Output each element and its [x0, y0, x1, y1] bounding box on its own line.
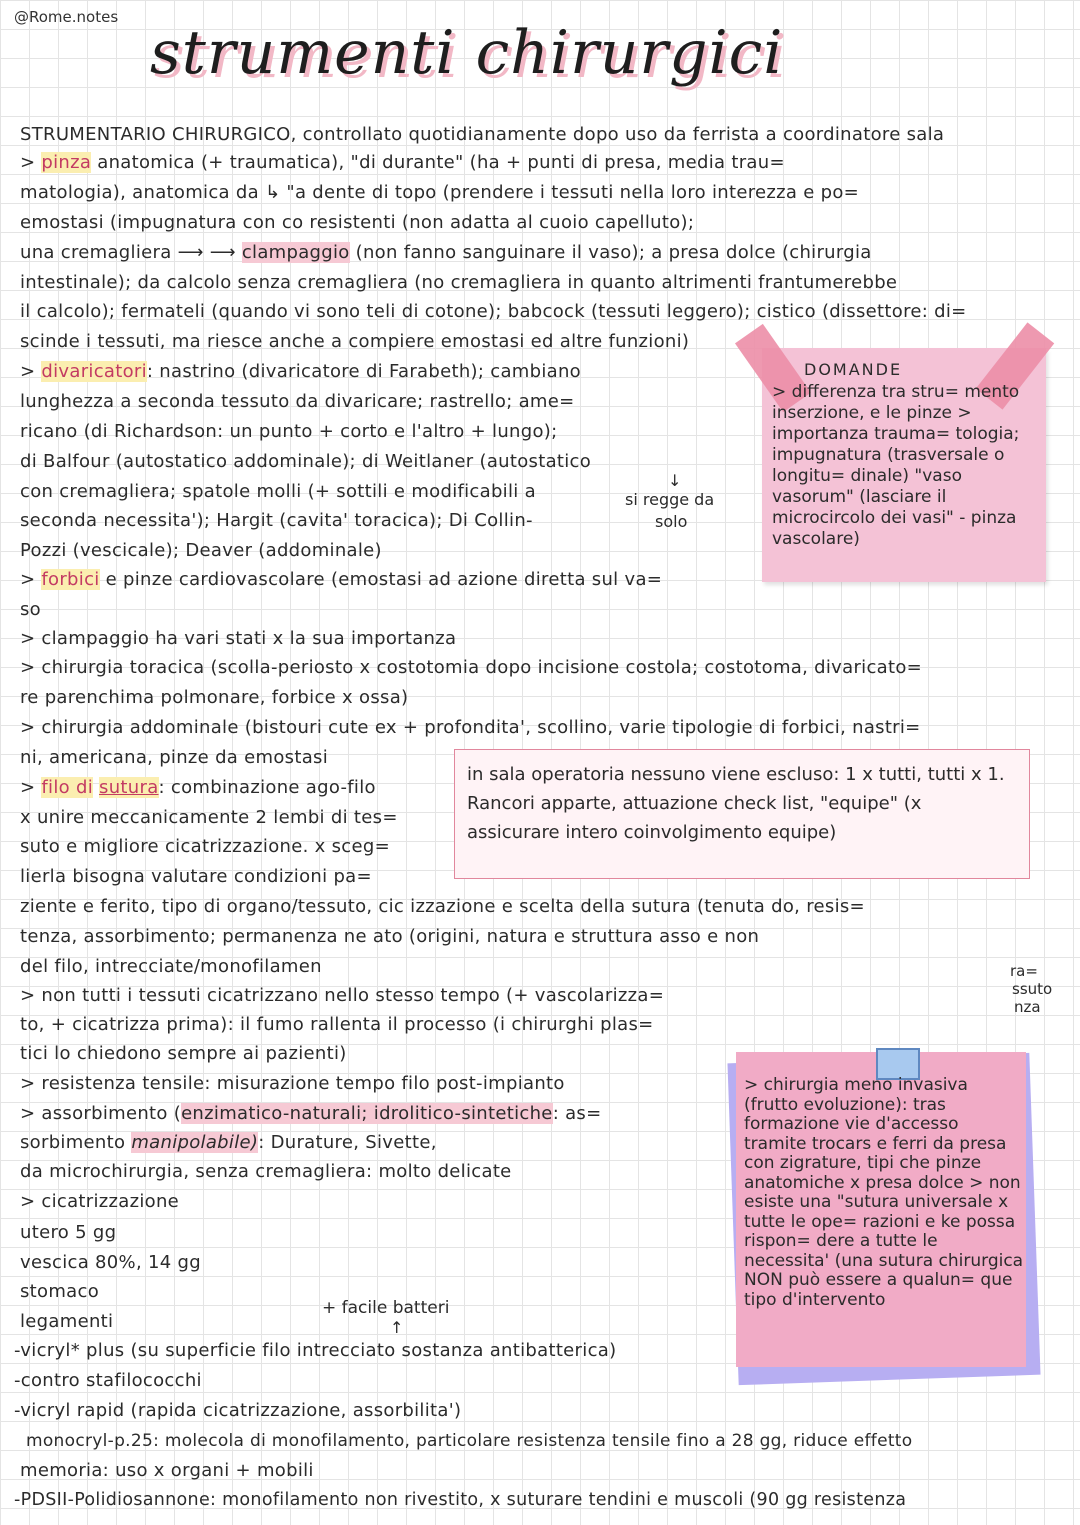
term-clampaggio: clampaggio [241, 242, 350, 263]
sala-operatoria-text: in sala operatoria nessuno viene escluso: 1 x tutti, tutti x 1. Rancori apparte, attuazione check list, "equipe" (x assicurare intero coinvolgimento equipe) [467, 764, 1005, 843]
text-line: scinde i tessuti, ma riesce anche a compiere emostasi ed altre funzioni) [20, 331, 690, 352]
text-line: -vicryl* plus (su superficie filo intrecciato sostanza antibatterica) [14, 1340, 617, 1361]
text-line: > forbici e pinze cardiovascolare (emostasi ad azione diretta sul va= [20, 569, 663, 590]
term-pinza: pinza [41, 152, 92, 173]
text-line: > assorbimento (enzimatico-naturali; idrolitico-sintetiche: as= [20, 1103, 602, 1124]
text-line: legamenti [20, 1311, 114, 1332]
text-line: una cremagliera ⟶ ⟶ clampaggio (non fanno sanguinare il vaso); a presa dolce (chirurgia [20, 242, 872, 263]
text-line: -contro stafilococchi [14, 1370, 202, 1391]
text-line: il calcolo); fermateli (quando vi sono teli di cotone); babcock (tessuti leggero); cistico (dissettore: di= [20, 301, 967, 322]
text-line: > pinza anatomica (+ traumatica), "di durante" (ha + punti di presa, media trau= [20, 152, 785, 173]
text-line: > divaricatori: nastrino (divaricatore di Farabeth); cambiano [20, 361, 581, 382]
text-line: suto e migliore cicatrizzazione. x sceg= [20, 836, 390, 857]
text-line: vescica 80%, 14 gg [20, 1252, 201, 1273]
text-line: ziente e ferito, tipo di organo/tessuto, cic izzazione e scelta della sutura (tenuta do, resis= [20, 896, 865, 917]
term-forbici: forbici [41, 569, 100, 590]
term-filo: filo di [41, 777, 94, 798]
text-line: tenza, assorbimento; permanenza ne ato (origini, natura e struttura asso e non [20, 926, 760, 947]
arrow-up-icon: ↑ [390, 1318, 404, 1337]
text-line: re parenchima polmonare, forbice x ossa) [20, 687, 409, 708]
cut-text: ra= [1010, 962, 1038, 980]
text-line: STRUMENTARIO CHIRURGICO, controllato quotidianamente dopo uso da ferrista a coordinatore sala [20, 124, 945, 145]
text-line: da microchirurgia, senza cremagliera: molto delicate [20, 1161, 512, 1182]
text-line: > resistenza tensile: misurazione tempo filo post-impianto [20, 1073, 565, 1094]
text-line: to, + cicatrizza prima): il fumo rallenta il processo (i chirurghi plas= [20, 1014, 654, 1035]
text-line: del filo, intrecciate/monofilamen [20, 956, 322, 977]
text-line: > chirurgia toracica (scolla-periosto x costotomia dopo incisione costola; costotoma, divaricato= [20, 657, 923, 678]
cut-text: nza [1014, 998, 1041, 1016]
sala-operatoria-box [454, 749, 1030, 879]
text-line: lunghezza a seconda tessuto da divaricare; rastrello; ame= [20, 391, 575, 412]
text-line: > non tutti i tessuti cicatrizzano nello stesso tempo (+ vascolarizza= [20, 985, 665, 1006]
side-note: si regge da [625, 490, 715, 509]
text-line: intestinale); da calcolo senza cremagliera (no cremagliera in quanto altrimenti frantumerebbe [20, 272, 898, 293]
text-line: -vicryl rapid (rapida cicatrizzazione, assorbilita') [14, 1400, 462, 1421]
text-line: lierla bisogna valutare condizioni pa= [20, 866, 372, 887]
text-line: con cremagliera; spatole molli (+ sottili e modificabili a [20, 481, 536, 502]
domande-note [762, 348, 1046, 582]
chirurgia-invasiva-text: > chirurgia meno invasiva (frutto evoluzione): tras formazione vie d'accesso tramite trocars e ferri da presa con zigrature, tipi che pinze anatomiche x presa dolce > non esiste una "sutura universale x tutte le ope= razioni e ke possa rispon= dere a tutte le necessita' (una sutura chirurgica NON può essere a qualun= que tipo d'intervento [744, 1075, 1024, 1310]
text-line: emostasi (impugnatura con co resistenti (non adatta al cuoio capelluto); [20, 212, 695, 233]
text-line: > clampaggio ha vari stati x la sua importanza [20, 628, 457, 649]
text-line: seconda necessita'); Hargit (cavita' toracica); Di Collin- [20, 510, 533, 531]
text-line: so [20, 599, 41, 620]
text-line: tici lo chiedono sempre ai pazienti) [20, 1043, 347, 1064]
text-line: matologia), anatomica da ↳ "a dente di topo (prendere i tessuti nella loro interezza e po= [20, 182, 860, 203]
domande-text: > differenza tra stru= mento inserzione, e le pinze > importanza trauma= tologia; impugnatura (trasversale o longitu= dinale) "vaso vasorum" (lasciare il microcircolo dei vasi" - pinza vascolare) [772, 382, 1020, 549]
text-line: x unire meccanicamente 2 lembi di tes= [20, 807, 398, 828]
term-manipolabile: manipolabile) [131, 1132, 259, 1153]
page-title: strumenti chirurgici [150, 18, 784, 88]
text-line: ni, americana, pinze da emostasi [20, 747, 329, 768]
author-handle: @Rome.notes [14, 8, 119, 26]
text-line: ricano (di Richardson: un punto + corto e l'altro + lungo); [20, 421, 558, 442]
term-enzimatico: enzimatico-naturali; idrolitico-sintetiche [181, 1103, 553, 1124]
domande-title: DOMANDE [804, 360, 903, 379]
chirurgia-invasiva-note [736, 1052, 1026, 1367]
text-line: utero 5 gg [20, 1222, 117, 1243]
side-note: solo [655, 512, 688, 531]
cut-text: ssuto [1012, 980, 1053, 998]
text-line: > chirurgia addominale (bistouri cute ex + profondita', scollino, varie tipologie di forbici, nastri= [20, 717, 921, 738]
side-note: + facile batteri [322, 1298, 450, 1318]
arrow-down-icon: ↓ [668, 471, 682, 490]
text-line: > cicatrizzazione [20, 1191, 180, 1212]
text-line: memoria: uso x organi + mobili [20, 1460, 314, 1481]
text-line: Pozzi (vescicale); Deaver (addominale) [20, 540, 382, 561]
text-line: > filo di sutura: combinazione ago-filo [20, 777, 376, 798]
text-line: -PDSII-Polidiosannone: monofilamento non rivestito, x suturare tendini e muscoli (90 gg resistenza [14, 1490, 907, 1510]
text-line: stomaco [20, 1281, 100, 1302]
text-line: monocryl-p.25: molecola di monofilamento, particolare resistenza tensile fino a 28 gg, riduce effetto [26, 1431, 913, 1451]
text-line: sorbimento manipolabile): Durature, Sivette, [20, 1132, 437, 1153]
text-line: di Balfour (autostatico addominale); di Weitlaner (autostatico [20, 451, 592, 472]
term-divaricatori: divaricatori [41, 361, 147, 382]
term-sutura: sutura [99, 777, 159, 798]
